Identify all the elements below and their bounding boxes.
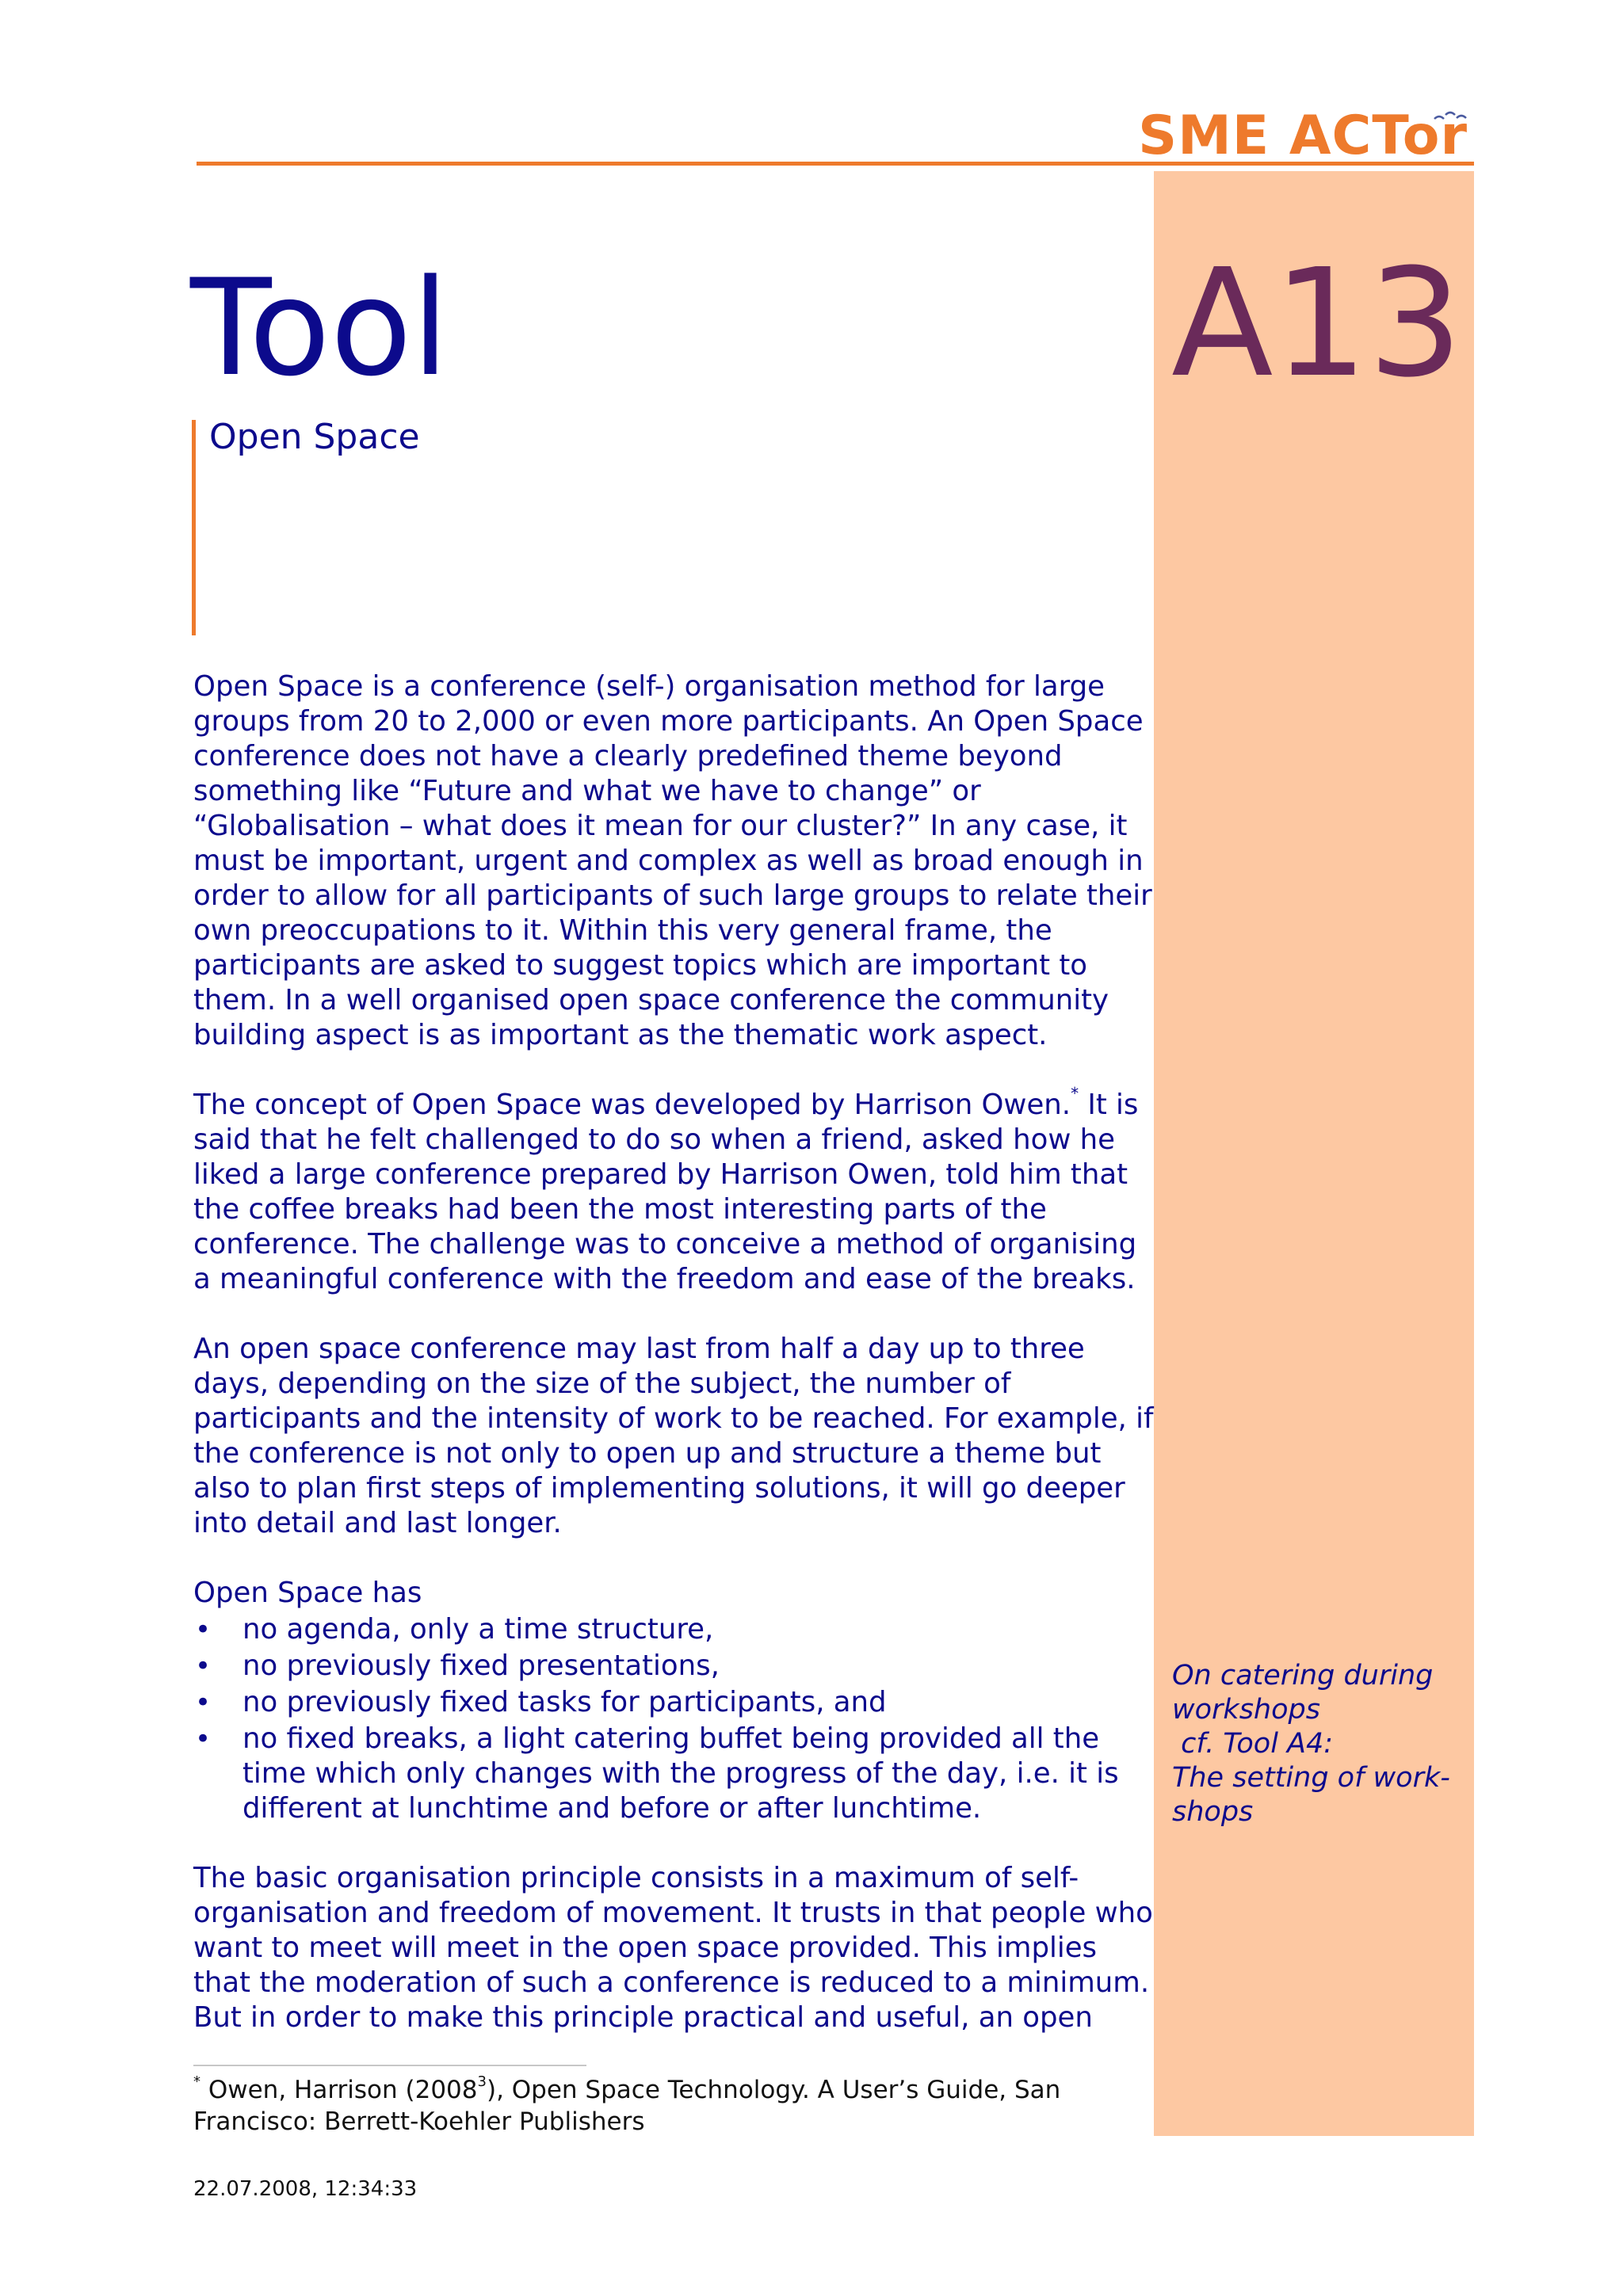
footnote-reference: * [1071,1084,1079,1104]
paragraph-origin-start: The concept of Open Space was developed by Harrison Owen. [193,1089,1071,1121]
paragraph-intro: Open Space is a conference (self-) organisation method for large groups from 20 to 2,000 or even more participants. An Open Space conference does not have a clearly predefined theme beyond something like “Future and what we have to change” or “Globalisation – what does it mean for our cluster?” In any case, it must be important, urgent and complex as well as broad enough in order to allow for all participants of such large groups to relate their own preoccupations to it. Within this very general frame, the participants are asked to suggest topics which are important to them. In a well organised open space conference the community building aspect is as important as the thematic work aspect. [193,670,1152,1051]
sidebar-panel [1154,171,1474,2136]
bullet-icon: • [195,1614,212,1646]
paragraph-origin-end: It is said that he felt challenged to do so when a friend, asked how he liked a large conference prepared by Harrison Owen, told him that the coffee breaks had been the most interesting parts of the conference. The challenge was to conceive a method of organising a meaningful conference with the freedom and ease of the breaks. [193,1089,1139,1295]
list-item [193,1722,1160,1826]
footnote [193,2074,1144,2138]
list-item-text: no previously fixed presentations, [242,1650,720,1682]
side-note-line: shops [1172,1796,1254,1828]
footnote-edition: 3 [477,2073,487,2090]
footnote-separator [193,2065,586,2066]
list-item-text: no agenda, only a time structure, [242,1613,714,1646]
list-item-text: no fixed breaks, a light catering buffet being provided all the time which only changes with the progress of the day, i.e. it is different at lunchtime and before or after lunchtime. [242,1722,1119,1825]
page-title: Tool [190,250,449,406]
side-note-line: On catering during [1172,1660,1434,1691]
bullet-icon: • [195,1650,212,1682]
paragraph-origin [193,1084,1160,1297]
main-body [193,669,1160,2070]
bullet-icon: • [195,1723,212,1755]
list-item [193,1649,1160,1684]
list-item [193,1685,1160,1720]
footnote-text-start: Owen, Harrison (2008 [200,2076,478,2104]
timestamp: 22.07.2008, 12:34:33 [193,2177,418,2201]
side-note-line: The setting of work- [1172,1762,1450,1794]
feature-list [193,1612,1160,1826]
tool-code: A13 [1171,237,1463,410]
footnote-mark: * [193,2073,200,2090]
logo-text: SME ACTor [1138,105,1468,167]
bullet-icon: • [195,1687,212,1718]
list-item [193,1612,1160,1647]
paragraph-principle: The basic organisation principle consists in a maximum of self-organisation and freedom of movement. It trusts in that people who want to meet will meet in the open space provided. This implies that the moderation of such a conference is reduced to a minimum. But in order to make this principle practical and useful, an open [193,1862,1153,2034]
subtitle-accent-bar [192,420,196,635]
side-note-line: cf. Tool A4: [1172,1728,1334,1760]
list-intro: Open Space has [193,1577,422,1609]
list-item-text: no previously fixed tasks for participants, and [242,1686,887,1718]
footnote-text-end: ), Open Space Technology. A User’s Guide, San Francisco: Berrett-Koehler Publishers [193,2076,1061,2136]
paragraph-duration: An open space conference may last from half a day up to three days, depending on the size of the subject, the number of participants and the intensity of work to be reached. For example, if the conference is not only to open up and structure a theme but also to plan first steps of implementing solutions, it will go deeper into detail and last longer. [193,1333,1154,1539]
page-subtitle: Open Space [209,417,420,457]
side-note-line: workshops [1172,1694,1320,1726]
sme-actor-logo [1138,105,1474,167]
side-note [1172,1659,1457,1829]
